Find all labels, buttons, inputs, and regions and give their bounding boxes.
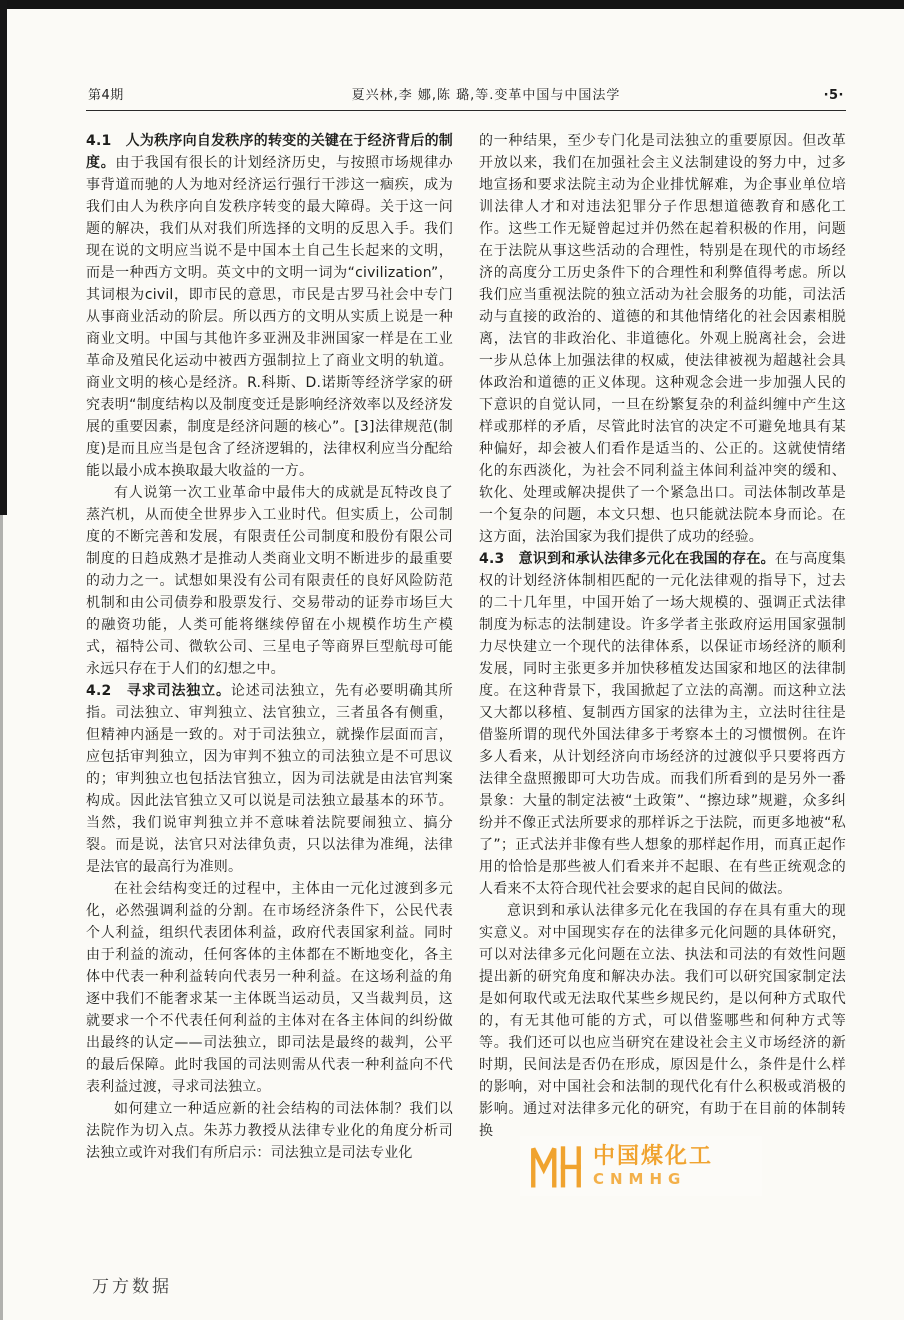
paragraph-text: 由于我国有很长的计划经济历史，与按照市场规律办事背道而驰的人为地对经济运行强行干涉这一痼疾，成为我们由人为秩序向自发秩序转变的最大障碍。关于这一问题的解决，我们从对我们所选择的文明的反思入手。我们现在说的文明应当说不是中国本土自己生长起来的文明，而是一种西方文明。英文中的文明一词为“civilization”，其词根为civil，即市民的意思，市民是古罗马社会中专门从事商业活动的阶层。所以西方的文明从实质上说是一种商业文明。中国与其他许多亚洲及非洲国家一样是在工业革命及殖民化运动中被西方强制拉上了商业文明的轨道。商业文明的核心是经济。R.科斯、D.诺斯等经济学家的研究表明“制度结构以及制度变迁是影响经济效率以及经济发展的重要因素，制度是经济问题的核心”。[3]法律规范(制度)是而且应当是包含了经济逻辑的，法律权利应当分配给能以最小成本换取最大收益的一方。 xyxy=(86,155,453,479)
watermark-subtitle: CNMHG xyxy=(593,1170,687,1189)
section-heading: 4.1 人为秩序向自发秩序的转变的关键在于经济背后的制度。 xyxy=(86,133,453,171)
running-title: 夏兴林,李 娜,陈 璐,等.变革中国与中国法学 xyxy=(351,88,621,103)
section-heading: 4.2 寻求司法独立。 xyxy=(86,683,231,699)
continuation-paragraph xyxy=(479,130,846,548)
paragraph-text: 论述司法独立，先有必要明确其所指。司法独立、审判独立、法官独立，三者虽各有侧重，但精神内涵是一致的。对于司法独立，就操作层面而言，应包括审判独立，因为审判不独立的司法独立是不可思议的；审判独立也包括法官独立，因为司法就是由法官判案构成。因此法官独立又可以说是司法独立最基本的环节。当然，我们说审判独立并不意味着法院要闹独立、搞分裂。而是说，法官只对法律负责，只以法律为准绳，法律是法官的最高行为准则。 xyxy=(86,683,453,875)
paragraph xyxy=(86,878,453,1098)
section-paragraph-4-3 xyxy=(479,548,846,900)
section-paragraph-4-1 xyxy=(86,130,453,482)
paragraph xyxy=(86,1098,453,1164)
watermark-name: 中国煤化工 xyxy=(593,1143,714,1169)
scan-edge-top xyxy=(0,0,904,9)
journal-issue: 第4期 xyxy=(88,88,124,103)
page-header xyxy=(88,84,844,103)
section-heading: 4.3 意识到和承认法律多元化在我国的存在。 xyxy=(479,551,775,567)
paragraph-text: 如何建立一种适应新的社会结构的司法体制？我们以法院作为切入点。朱苏力教授从法律专业化的角度分析司法独立或许对我们有所启示：司法独立是司法专业化 xyxy=(86,1101,453,1161)
paragraph-text: 的一种结果，至少专门化是司法独立的重要原因。但改革开放以来，我们在加强社会主义法制建设的努力中，过多地宣扬和要求法院主动为企业排忧解难，为企事业单位培训法律人才和对违法犯罪分子作思想道德教育和感化工作。这些工作无疑曾起过并仍然在起着积极的作用，问题在于法院从事这些活动的合理性，特别是在现代的市场经济的高度分工历史条件下的合理性和利弊值得考虑。所以我们应当重视法院的独立活动为社会服务的功能，司法活动与直接的政治的、道德的和其他情绪化的社会因素相脱离，法官的非政治化、非道德化。外观上脱离社会，会进一步从总体上加强法律的权威，使法律被视为超越社会具体政治和道德的正义体现。这种观念会进一步加强人民的下意识的自觉认同，一旦在纷繁复杂的利益纠缠中产生这样或那样的矛盾，尽管此时法官的决定不可避免地具有某种偏好，却会被人们看作是适当的、公正的。这就使情绪化的东西淡化，为社会不同利益主体间利益冲突的缓和、软化、处理或解决提供了一个紧急出口。司法体制改革是一个复杂的问题，本文只想、也只能就法院本身而论。在这方面，法治国家为我们提供了成功的经验。 xyxy=(479,133,846,545)
paragraph xyxy=(86,482,453,680)
scan-edge-left xyxy=(0,0,7,515)
watermark-text xyxy=(593,1144,713,1189)
paragraph-text: 在与高度集权的计划经济体制相匹配的一元化法律观的指导下，过去的二十几年里，中国开始了一场大规模的、强调正式法律制度为标志的法制建设。许多学者主张政府运用国家强制力尽快建立一个现代的法律体系，以保证市场经济的顺利发展，同时主张更多并加快移植发达国家和地区的法律制度。在这种背景下，我国掀起了立法的高潮。而这种立法又大都以移植、复制西方国家的法律为主，立法时往往是借鉴所谓的现代外国法律多于考察本土的习惯惯例。在许多人看来，从计划经济向市场经济的过渡似乎只要将西方法律全盘照搬即可大功告成。而我们所看到的是另外一番景象：大量的制定法被“土政策”、“擦边球”规避，众多纠纷并不像正式法所要求的那样诉之于法院，而更多地被“私了”；正式法并非像有些人想象的那样起作用，而真正起作用的恰恰是那些被人们看来并不起眼、在有些正统观念的人看来不太符合现代社会要求的起自民间的做法。 xyxy=(479,551,847,897)
paragraph xyxy=(479,900,846,1142)
article-body xyxy=(86,130,846,1250)
cnmhg-watermark-logo xyxy=(528,1142,584,1190)
right-column xyxy=(479,130,846,1250)
section-paragraph-4-2 xyxy=(86,680,453,878)
left-column xyxy=(86,130,453,1250)
header-rule xyxy=(86,110,846,111)
paragraph-text: 意识到和承认法律多元化在我国的存在具有重大的现实意义。对中国现实存在的法律多元化问题的具体研究，可以对法律多元化问题在立法、执法和司法的有效性问题提出新的研究角度和解决办法。我们可以研究国家制定法是如何取代或无法取代某些乡规民约，是以何种方式取代的，有无其他可能的方式，可以借鉴哪些和何种方式等等。我们还可以也应当研究在建设社会主义市场经济的新时期，民间法是否仍在形成，原因是什么，条件是什么样的影响，对中国社会和法制的现代化有什么积极或消极的影响。通过对法律多元化的研究，有助于在目前的体制转换 xyxy=(479,903,846,1139)
page-number: ·5· xyxy=(823,88,844,103)
scan-edge-left-faint xyxy=(0,515,3,1320)
paragraph-text: 有人说第一次工业革命中最伟大的成就是瓦特改良了蒸汽机，从而使全世界步入工业时代。但实质上，公司制度的不断完善和发展，有限责任公司制度和股份有限公司制度的日趋成熟才是推动人类商业文明不断进步的最重要的动力之一。试想如果没有公司有限责任的良好风险防范机制和由公司债券和股票发行、交易带动的证券市场巨大的融资功能，人类可能将继续停留在小规模作坊生产模式，福特公司、微软公司、三星电子等商界巨型航母可能永远只存在于人们的幻想之中。 xyxy=(86,485,453,677)
wanfang-data-mark: 万方数据 xyxy=(92,1277,172,1297)
paragraph-text: 在社会结构变迁的过程中，主体由一元化过渡到多元化，必然强调利益的分割。在市场经济条件下，公民代表个人利益，组织代表团体利益，政府代表国家利益。同时由于利益的流动，任何客体的主体都在不断地变化，各主体中代表一种利益转向代表另一种利益。在这场利益的角逐中我们不能奢求某一主体既当运动员，又当裁判员，这就要求一个不代表任何利益的主体对在各主体间的纠纷做出最终的认定——司法独立，即司法是最终的裁判，公平的最后保障。此时我国的司法则需从代表一种利益向不代表利益过渡，寻求司法独立。 xyxy=(86,881,453,1095)
cnmhg-watermark xyxy=(520,1136,762,1196)
